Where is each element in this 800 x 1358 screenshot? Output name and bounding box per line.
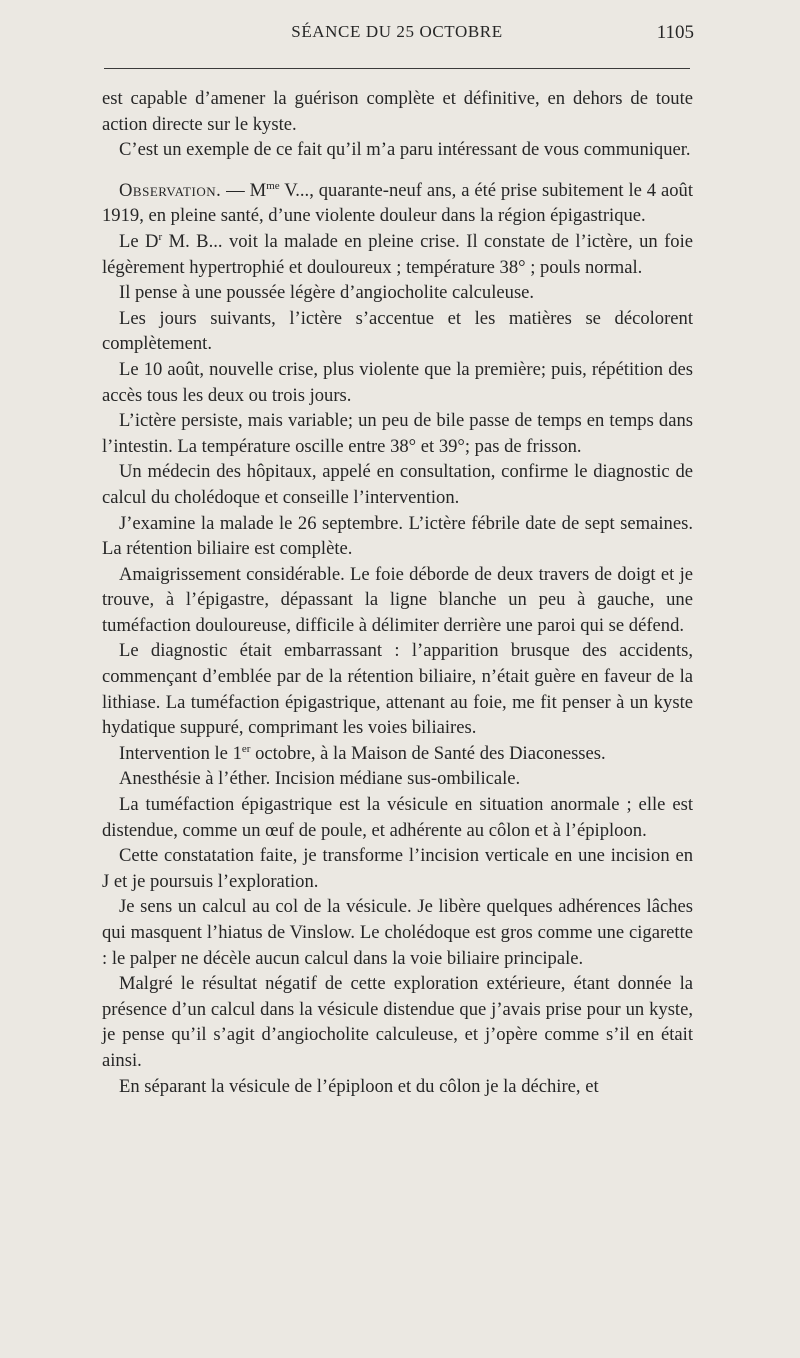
text-run: M. B... voit la malade en pleine crise. Il constate de l’ictère, un foie légèrement hypertrophié et douloureux ; température 38° ; pouls normal. [102, 230, 694, 278]
running-head [104, 22, 694, 52]
text-run: Intervention le 1 [119, 742, 242, 764]
paragraph: La tuméfaction épigastrique est la vésicule en situation anormale ; elle est distendue, comme un œuf de poule, et adhérente au côlon et à l’épiploon. [102, 794, 693, 841]
observation-dash: — M [221, 179, 267, 201]
superscript: me [266, 179, 280, 192]
paragraph: Le diagnostic était embarrassant : l’apparition brusque des accidents, commençant d’emblée par de la rétention biliaire, n’était guère en faveur de la lithiase. La tuméfaction épigastrique, attenant au foie, me fit penser à un kyste hydatique suppuré, comprimant les voies biliaires. [102, 640, 693, 739]
running-title: SÉANCE DU 25 OCTOBRE [291, 22, 503, 41]
observation-text: V..., quarante-neuf ans, a été prise subitement le 4 août 1919, en pleine santé, d’une violente douleur dans la région épigastrique. [102, 179, 693, 227]
paragraph: C’est un exemple de ce fait qu’il m’a paru intéressant de vous communiquer. [119, 139, 691, 161]
paragraph: Il pense à une poussée légère d’angiocholite calculeuse. [119, 282, 535, 304]
text-run: Cette constatation faite, je transforme l’incision verticale en une incision en [119, 845, 693, 867]
text-run: Le D [119, 230, 159, 252]
paragraph: Les jours suivants, l’ictère s’accentue et les matières se décolorent complètement. [102, 307, 693, 355]
paragraph: L’ictère persiste, mais variable; un peu de bile passe de temps en temps dans l’intestin. La température oscille entre 38° et 39°; pas de frisson. [102, 410, 693, 457]
paragraph: Je sens un calcul au col de la vésicule. Je libère quelques adhérences lâches qui masquent l’hiatus de Vinslow. Le cholédoque est gros comme une cigarette : le palper ne décèle aucun calcul dans la voie biliaire principale. [102, 896, 693, 969]
body-text [102, 86, 693, 1099]
superscript: er [241, 742, 251, 755]
incision-symbol: J [102, 870, 110, 892]
paragraph [102, 229, 693, 280]
header-rule [104, 68, 690, 69]
observation-paragraph [102, 178, 693, 229]
paragraph: est capable d’amener la guérison complète et définitive, en dehors de toute action directe sur le kyste. [102, 88, 693, 135]
paragraph: J’examine la malade le 26 septembre. L’ictère fébrile date de sept semaines. La rétention biliaire est complète. [102, 512, 693, 560]
paragraph: En séparant la vésicule de l’épiploon et du côlon je la déchire, et [119, 1075, 599, 1097]
paragraph: Malgré le résultat négatif de cette exploration extérieure, étant donnée la présence d’un calcul dans la vésicule distendue que j’avais prise pour un kyste, je pense qu’il s’agit d’angiocholite calculeuse, et j’opère comme s’il en était ainsi. [102, 973, 693, 1071]
paragraph: Anesthésie à l’éther. Incision médiane sus-ombilicale. [119, 768, 521, 790]
text-run: et je poursuis l’exploration. [109, 870, 319, 892]
paragraph: Amaigrissement considérable. Le foie déborde de deux travers de doigt et je trouve, à l’épigastre, dépassant la ligne blanche un peu à gauche, une tuméfaction douloureuse, difficile à délimiter derrière une paroi qui se défend. [102, 563, 693, 636]
paragraph: Un médecin des hôpitaux, appelé en consultation, confirme le diagnostic de calcul du cholédoque et conseille l’intervention. [102, 461, 693, 508]
superscript: r [158, 230, 163, 243]
text-run: octobre, à la Maison de Santé des Diaconesses. [250, 742, 606, 764]
paragraph [102, 843, 693, 894]
paragraph: Le 10 août, nouvelle crise, plus violente que la première; puis, répétition des accès tous les deux ou trois jours. [102, 358, 693, 406]
paragraph [102, 741, 693, 767]
page-number: 1105 [656, 22, 694, 43]
observation-label: Observation. [119, 179, 222, 201]
